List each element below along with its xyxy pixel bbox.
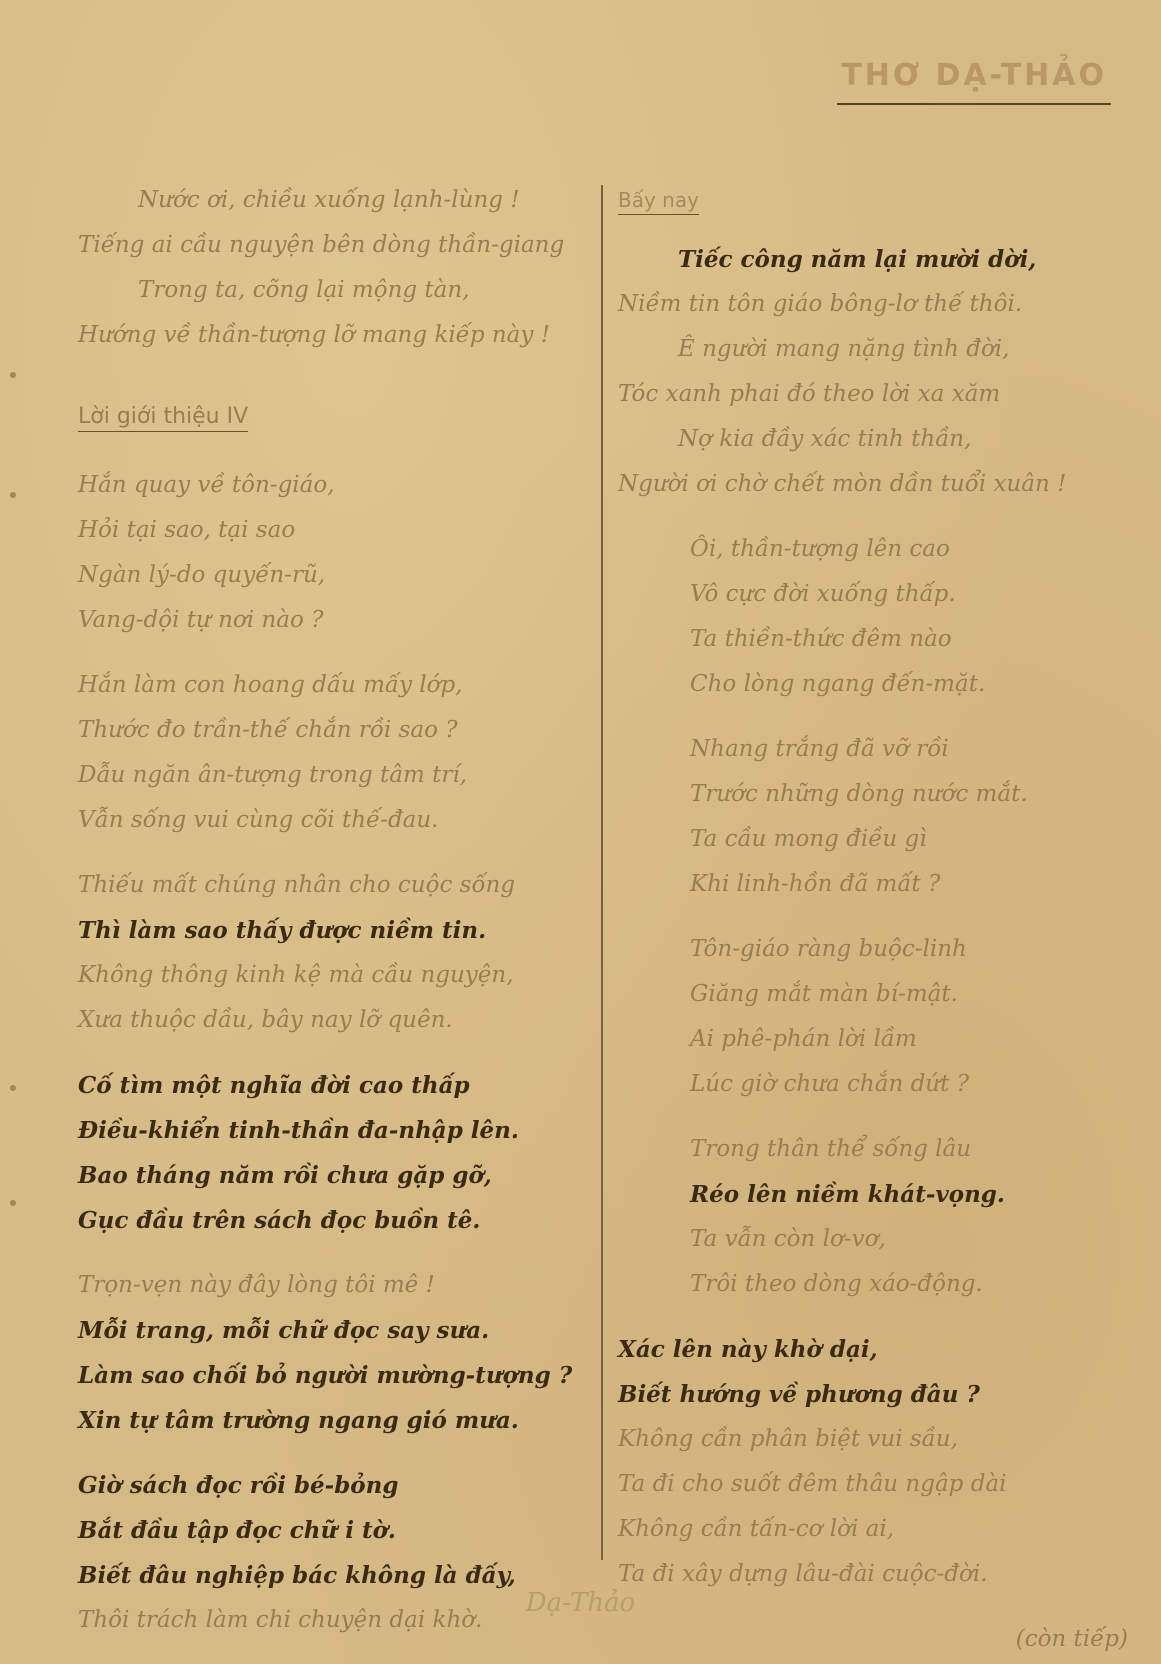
section-title	[618, 178, 1128, 223]
poem-line: Hỏi tại sao, tại sao	[78, 517, 296, 543]
poem-line: Ta cầu mong điều gì	[690, 826, 927, 852]
poem-line: Thước đo trần-thế chắn rồi sao ?	[78, 717, 458, 743]
poem-line: Hắn làm con hoang dấu mấy lớp,	[78, 672, 463, 698]
poem-line: Tiếng ai cầu nguyện bên dòng thần-giang	[78, 232, 565, 258]
paper-speck	[10, 1085, 16, 1091]
poem-line: Gục đầu trên sách đọc buồn tê.	[78, 1207, 481, 1234]
poem-line: Biết hướng về phương đâu ?	[618, 1381, 980, 1408]
poem-line: Hướng về thần-tượng lỡ mang kiếp này !	[78, 322, 550, 348]
poem-line: Thôi trách làm chi chuyện dại khờ.	[78, 1607, 483, 1633]
poem-line: Vẫn sống vui cùng cõi thế-đau.	[78, 807, 439, 833]
poem-line: Ai phê-phán lời lầm	[690, 1026, 917, 1052]
poem-line: Bao tháng năm rồi chưa gặp gỡ,	[78, 1162, 492, 1189]
section-title-text: Lời giới thiệu IV	[78, 404, 248, 432]
poem-line: Trong ta, cõng lại mộng tàn,	[138, 277, 470, 303]
poem-line: Cho lòng ngang đến-mặt.	[690, 671, 986, 697]
poem-line: Dẫu ngăn ân-tượng trong tâm trí,	[78, 762, 467, 788]
stanza	[618, 237, 1128, 507]
poem-line: Làm sao chối bỏ người mường-tượng ?	[78, 1362, 573, 1389]
poem-line: Réo lên niềm khát-vọng.	[690, 1181, 1005, 1208]
poem-line: Xin tự tâm trường ngang gió mưa.	[78, 1407, 519, 1434]
poem-line: Nợ kia đầy xác tinh thần,	[678, 426, 972, 452]
stanza	[78, 463, 588, 643]
poem-line: Trước những dòng nước mắt.	[690, 781, 1028, 807]
stanza	[618, 727, 1128, 907]
stanza	[78, 663, 588, 843]
poem-line: Tôn-giáo ràng buộc-linh	[690, 936, 967, 962]
paper-speck	[10, 1200, 16, 1206]
poem-line: Không cần tấn-cơ lời ai,	[618, 1516, 894, 1542]
poem-line: Xưa thuộc dầu, bây nay lỡ quên.	[78, 1007, 453, 1033]
poem-line: Ôi, thần-tượng lên cao	[690, 536, 950, 562]
poem-line: Nước ơi, chiều xuống lạnh-lùng !	[138, 187, 520, 213]
poem-line: Xác lên này khờ dại,	[618, 1336, 878, 1363]
section-title	[78, 394, 588, 439]
poem-line: Biết đâu nghiệp bác không là đấy,	[78, 1562, 516, 1589]
poem-line: Người ơi chờ chết mòn dần tuổi xuân !	[618, 471, 1067, 497]
paper-speck	[10, 372, 16, 378]
poem-line: Vô cực đời xuống thấp.	[690, 581, 956, 607]
poem-line: Vang-dội tự nơi nào ?	[78, 607, 324, 633]
poem-line: Ta đi xây dựng lâu-đài cuộc-đời.	[618, 1561, 988, 1587]
poem-line: Trọn-vẹn này đây lòng tôi mê !	[78, 1272, 435, 1298]
paper-speck	[10, 492, 16, 498]
stanza	[618, 927, 1128, 1107]
stanza	[618, 527, 1128, 707]
section-title-text: Bấy nay	[618, 188, 699, 215]
intro-stanza	[78, 178, 588, 358]
left-column	[78, 178, 588, 1663]
poem-line: Ngàn lý-do quyến-rũ,	[78, 562, 326, 588]
poem-line: Giờ sách đọc rồi bé-bỏng	[78, 1472, 399, 1499]
poem-line: Ta thiền-thức đêm nào	[690, 626, 952, 652]
poem-line: Không thông kinh kệ mà cầu nguyện,	[78, 962, 514, 988]
poem-line: Giăng mắt màn bí-mật.	[690, 981, 958, 1007]
poem-line: Tóc xanh phai đó theo lời xa xăm	[618, 381, 1001, 407]
poem-line: Bắt đầu tập đọc chữ i tờ.	[78, 1517, 396, 1544]
poem-line: Ta vẫn còn lơ-vơ,	[690, 1226, 886, 1252]
poem-line: Khi linh-hồn đã mất ?	[690, 871, 941, 897]
poem-line: Niềm tin tôn giáo bông-lơ thế thôi.	[618, 291, 1023, 317]
stanza	[78, 1063, 588, 1243]
stanza	[618, 1327, 1128, 1597]
poem-line: Hắn quay về tôn-giáo,	[78, 472, 335, 498]
poem-line: Nhang trắng đã vỡ rồi	[690, 736, 949, 762]
column-divider	[601, 185, 603, 1560]
poem-line: Thiếu mất chúng nhân cho cuộc sống	[78, 872, 516, 898]
poem-line: Không cần phân biệt vui sầu,	[618, 1426, 958, 1452]
poem-line: Trong thân thể sống lâu	[690, 1136, 972, 1162]
page-header-title: THƠ DẠ-THẢO	[837, 58, 1111, 105]
poem-line: Tiếc công năm lại mười dời,	[678, 246, 1037, 273]
poem-line: Ta đi cho suốt đêm thâu ngập dài	[618, 1471, 1007, 1497]
poem-line: Thì làm sao thấy được niềm tin.	[78, 917, 487, 944]
right-column	[618, 178, 1128, 1662]
stanza	[78, 863, 588, 1043]
poem-line: Mỗi trang, mỗi chữ đọc say sưa.	[78, 1317, 490, 1344]
poem-line: Điều-khiển tinh-thần đa-nhập lên.	[78, 1117, 519, 1144]
poem-line: Cố tìm một nghĩa đời cao thấp	[78, 1072, 470, 1099]
stanza	[618, 1127, 1128, 1307]
stanza	[78, 1263, 588, 1443]
poem-line: Ê người mang nặng tình đời,	[678, 336, 1010, 362]
footer-signature: Dạ-Thảo	[525, 1588, 636, 1618]
poem-line: Lúc giờ chưa chắn dứt ?	[690, 1071, 969, 1097]
continued-note: (còn tiếp)	[1015, 1626, 1128, 1652]
poem-line: Trôi theo dòng xáo-động.	[690, 1271, 983, 1297]
